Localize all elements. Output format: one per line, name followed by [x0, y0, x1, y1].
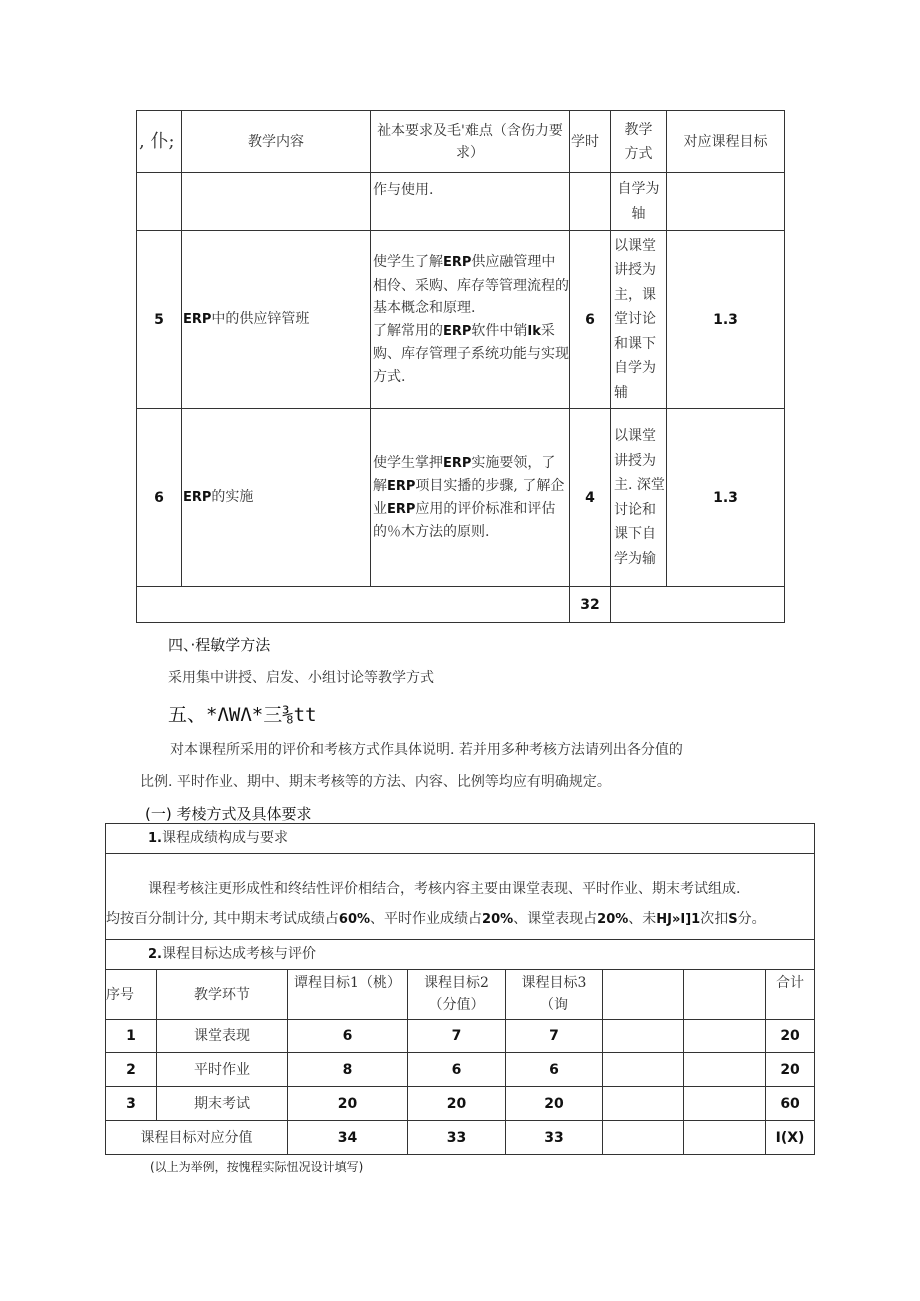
cell-goal3: 20: [506, 1087, 603, 1121]
cell-blank2: [684, 1053, 766, 1087]
content-prefix: ERP: [183, 312, 212, 327]
cell-goal2: 7: [408, 1020, 506, 1053]
cell-seq: 1: [106, 1020, 157, 1053]
content-prefix: ERP: [183, 490, 212, 505]
part1-body-row: [106, 854, 815, 940]
section5-body-line1: 对本课程所采用的评价和考核方式作具体说明. 若并用多种考核方法请列出各分值的: [170, 742, 683, 758]
section5-subheading: (一) 考棱方式及具体要求: [145, 805, 312, 823]
req-text: 供应融管理中相伶、采购、库存等管理流程的基本概念和原理.: [373, 254, 569, 316]
table-header-row: [106, 970, 815, 1020]
cell-stage: 平时作业: [157, 1053, 288, 1087]
table-header-row: [137, 111, 785, 173]
cell-goal1: 6: [288, 1020, 408, 1053]
cell-goal1: 20: [288, 1087, 408, 1121]
req-text: 使学生了解: [373, 254, 443, 270]
cell-total: 20: [766, 1053, 815, 1087]
table-summary-row: [106, 1121, 815, 1155]
cell-seq: 6: [137, 409, 182, 587]
cell-seq: [137, 173, 182, 231]
section4-body: 采用集中讲授、启发、小组讨论等教学方式: [168, 670, 434, 686]
header-content: 教学内容: [182, 111, 371, 173]
cell-stage: 课堂表现: [157, 1020, 288, 1053]
cell-requirements: [371, 231, 570, 409]
content-text: 的实施: [211, 489, 254, 505]
summary-goal1: 34: [288, 1121, 408, 1155]
header-seq: 序号: [106, 970, 157, 1020]
cell-goal1: 8: [288, 1053, 408, 1087]
part1-number: 1.: [148, 831, 162, 846]
part2-title: [106, 940, 815, 970]
section5-title: 五、*ΛWΛ*三⅜tt: [168, 704, 317, 726]
summary-total: I(X): [766, 1121, 815, 1155]
cell-requirements: 作与使用.: [371, 173, 570, 231]
header-goal3: 课程目标3 （询: [506, 970, 603, 1020]
part2-number: 2.: [148, 947, 162, 962]
cell-stage: 期末考试: [157, 1087, 288, 1121]
section4-title: 四、·程敏学方法: [168, 636, 271, 654]
req-text: 项目实播的步骤, 了解企业: [373, 477, 565, 517]
cell-method: 以课堂讲授为主. 深堂讨论和课下自学为输: [611, 409, 667, 587]
cell-hours: 4: [570, 409, 611, 587]
cell-goal3: 7: [506, 1020, 603, 1053]
header-goal2: 课程目标2 （分值）: [408, 970, 506, 1020]
total-blank-cell: [611, 587, 785, 623]
part1-label: 课程成绩构成与要求: [161, 830, 288, 846]
table-row: [137, 231, 785, 409]
section5-body-line2: 比例. 平时作业、期中、期末考核等的方法、内容、比例等均应有明确规定。: [140, 774, 611, 790]
req-bold: ERP: [443, 255, 472, 270]
cell-goal2: 20: [408, 1087, 506, 1121]
summary-label: 课程目标对应分值: [106, 1121, 288, 1155]
total-hours: 32: [570, 587, 611, 623]
req-text: 采购、库存管理子系统功能与实现方式.: [373, 322, 569, 385]
header-goal1: 谭程目标1（桃）: [288, 970, 408, 1020]
table-row: [106, 1053, 815, 1087]
header-total: 合计: [766, 970, 815, 1020]
part2-title-row: [106, 940, 815, 970]
req-text: 软件中销: [471, 322, 528, 339]
cell-goal: 1.3: [667, 231, 785, 409]
req-bold: ERP: [387, 501, 416, 517]
assessment-table: [105, 823, 815, 1155]
req-bold: Ik: [527, 323, 541, 339]
cell-seq: 2: [106, 1053, 157, 1087]
cell-goal: 1.3: [667, 409, 785, 587]
part1-title-row: [106, 824, 815, 854]
cell-requirements: [371, 409, 570, 587]
header-method: 教学方式: [611, 111, 667, 173]
req-text: 实施要领，了解: [373, 454, 556, 494]
summary-blank1: [603, 1121, 684, 1155]
cell-blank2: [684, 1087, 766, 1121]
req-bold: ERP: [387, 478, 416, 494]
cell-blank1: [603, 1053, 684, 1087]
table-total-row: [137, 587, 785, 623]
header-seq: , 仆;: [137, 111, 182, 173]
req-bold: ERP: [443, 323, 472, 339]
header-blank2: [684, 970, 766, 1020]
table-row: [106, 1020, 815, 1053]
cell-method: 以课堂讲授为主，课堂讨论和课下自学为辅: [611, 231, 667, 409]
cell-seq: 5: [137, 231, 182, 409]
cell-goal2: 6: [408, 1053, 506, 1087]
req-text: 应用的评价标准和评估的％木方法的原则.: [373, 500, 556, 540]
cell-method: 自学为轴: [611, 173, 667, 231]
req-bold: ERP: [443, 455, 472, 471]
footnote: (以上为举例，按愧程实际忸况设计填写): [150, 1160, 364, 1174]
cell-seq: 3: [106, 1087, 157, 1121]
part2-label: 课程目标达成考核与评价: [161, 946, 316, 962]
cell-blank1: [603, 1087, 684, 1121]
cell-hours: 6: [570, 231, 611, 409]
part1-body: [106, 854, 815, 940]
cell-hours: [570, 173, 611, 231]
part1-title: [106, 824, 815, 854]
table-row: [137, 409, 785, 587]
table-row: [137, 173, 785, 231]
cell-content: [182, 231, 371, 409]
part1-line1: 课程考核注更形成性和终结性评价相结合，考核内容主要由课堂表现、平时作业、期末考试组成.: [148, 881, 741, 897]
header-blank1: [603, 970, 684, 1020]
req-text: 了解常用的: [373, 322, 443, 339]
part1-line2: 均按百分制计分, 其中期末考试成绩占60%、平时作业成绩占20%、课堂表现占20%、未HJ»I]1次扣S分。: [106, 911, 766, 927]
table-row: [106, 1087, 815, 1121]
summary-goal2: 33: [408, 1121, 506, 1155]
cell-goal: [667, 173, 785, 231]
cell-blank1: [603, 1020, 684, 1053]
header-stage: 教学环节: [157, 970, 288, 1020]
teaching-content-table: [136, 110, 785, 623]
content-text: 中的供应锌管班: [211, 311, 310, 327]
header-requirements: 祉本要求及毛'难点（含伤力要求）: [371, 111, 570, 173]
total-label-cell: [137, 587, 570, 623]
header-goal: 对应课程目标: [667, 111, 785, 173]
summary-goal3: 33: [506, 1121, 603, 1155]
cell-blank2: [684, 1020, 766, 1053]
req-text: 使学生掌押: [373, 454, 443, 471]
cell-content: [182, 409, 371, 587]
summary-blank2: [684, 1121, 766, 1155]
cell-total: 60: [766, 1087, 815, 1121]
cell-content: [182, 173, 371, 231]
header-hours: 学时: [570, 111, 611, 173]
cell-total: 20: [766, 1020, 815, 1053]
cell-goal3: 6: [506, 1053, 603, 1087]
